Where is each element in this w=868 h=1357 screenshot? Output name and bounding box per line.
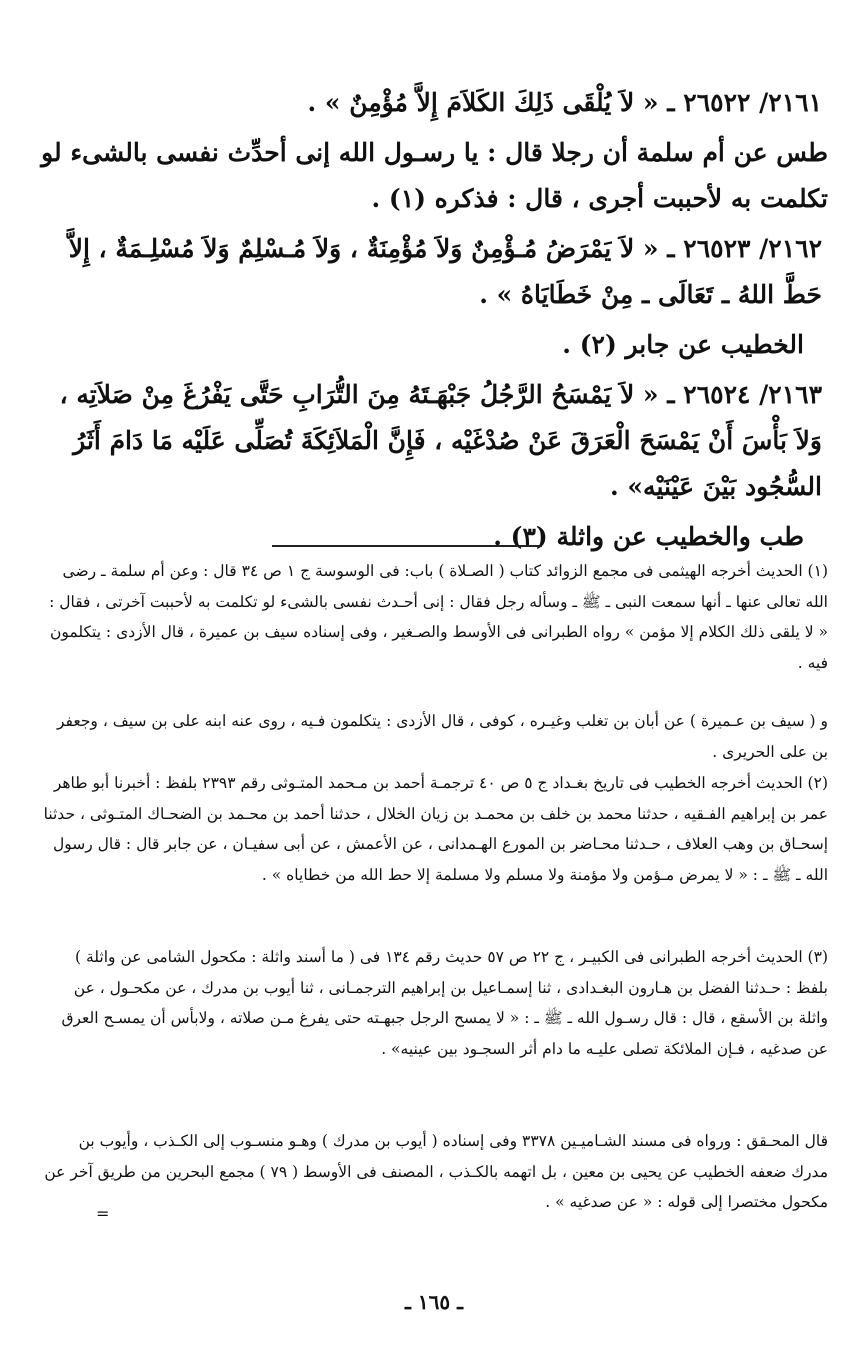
footnote-3-note: قال المحـقق : ورواه فى مسند الشـاميـين ٣٣٧٨ وفى إسناده ( أيوب بن مدرك ) وهـو منسـوب إلى الكـذب ، وأيوب بن مدرك ضعفه الخطيب عن يحيى بن معين ، بل اتهمه بالكـذب ، المصنف فى الأوسط ( ٧٩ ) مجمع البحرين من طريق آخر عن مكحول مختصرا إلى قوله : « عن صدغيه » . xyxy=(44,1132,828,1211)
hadith-body xyxy=(40,80,828,560)
hadith-2161-source: طس عن أم سلمة أن رجلا قال : يا رسـول الله إنى أحدِّث نفسى بالشىء لو تكلمت به لأحببت أجرى ، قال : فذكره (١) . xyxy=(41,138,828,213)
hadith-2163: ٢١٦٣/ ٢٦٥٢٤ ـ « لاَ يَمْسَحُ الرَّجُلُ جَبْهَـتَهُ مِنَ التُّرَابِ حَتَّى يَفْرُغَ مِنْ صَلاَتِه ، وَلاَ بَأْسَ أَنْ يَمْسَحَ الْعَرَقَ عَنْ صُدْغَيْه ، فَإِنَّ الْمَلاَئِكَةَ تُصَلِّى عَلَيْه مَا دَامَ أَثَرُ السُّجُود بَيْنَ عَيْنَيْه» . xyxy=(59,380,822,501)
footnote-2: (٢) الحديث أخرجه الخطيب فى تاريخ بغـداد ج ٥ ص ٤٠ ترجمـة أحمد بن مـحمد المتـوثى رقم ٢٣٩٣ بلفظ : أخبرنا أبو طاهر عمر بن إبراهيم الفـقيه ، حدثنا محمد بن خلف بن محمـد بن زيان الخلال ، حدثنا أحمد بن محـمد بن الضحـاك المتـوثى ، حدثنا إسحـاق بن وهب العلاف ، حـدثنا محـاضر بن المورع الهـمدانى ، عن الأعمش ، عن أبى سفيـان ، عن جابر قال : قال رسول الله ـ ﷺ ـ : « لا يمرض مـؤمن ولا مؤمنة ولا مسلم ولا مسلمة إلا حط الله من خطاياه » . xyxy=(43,774,828,884)
footnote-1: (١) الحديث أخرجه الهيثمى فى مجمع الزوائد كتاب ( الصـلاة ) باب: فى الوسوسة ج ١ ص ٣٤ قال : وعن أم سلمة ـ رضى الله تعالى عنها ـ أنها سمعت النبى ـ ﷺ ـ وسأله رجل فقال : إنى أحـدث نفسى بالشىء لو تكلمت به لأحببت آخرتى ، فقال : « لا يلقى ذلك الكلام إلا مؤمن » رواه الطبرانى فى الأوسط والصـغير ، وفى إسناده سيف بن عميرة ، قال الأزدى : يتكلمون فيه . xyxy=(49,562,828,672)
footnote-separator xyxy=(272,545,542,547)
hadith-2163-source: طب والخطيب عن واثلة (٣) . xyxy=(493,522,804,551)
hadith-2162-source: الخطيب عن جابر (٢) . xyxy=(562,330,804,359)
footnote-1-continuation: و ( سيف بن عـميرة ) عن أبان بن تغلب وغيـره ، كوفى ، قال الأزدى : يتكلمون فـيه ، روى عنه ابنه على بن سيف ، وجعفر بن على الحريرى . xyxy=(56,712,828,761)
page-number: ـ ١٦٥ ـ xyxy=(405,1290,463,1314)
continuation-mark: = xyxy=(96,1204,110,1223)
footnote-3: (٣) الحديث أخرجه الطبرانى فى الكبيـر ، ج ٢٢ ص ٥٧ حديث رقم ١٣٤ فى ( ما أسند واثلة : مكحول الشامى عن واثلة ) بلفظ : حـدثنا الفضل بن هـارون البغـدادى ، ثنا إسمـاعيل بن إبراهيم الترجمـانى ، ثنا أيوب بن مدرك ، عن مكحـول ، عن واثلة بن الأسقع ، قال : قال رسـول الله ـ ﷺ ـ : « لا يمسح الرجل جبهـته حتى يفرغ مـن صلاته ، ولابأس أن يمسـح العرق عن صدغيه ، فـإن الملائكة تصلى عليـه ما دام أثر السجـود بين عينيه» . xyxy=(61,948,828,1058)
hadith-2161: ٢١٦١/ ٢٦٥٢٢ ـ « لاَ يُلْقَى ذَلِكَ الكَلاَمَ إِلاَّ مُؤْمِنٌ » . xyxy=(307,88,822,117)
hadith-2162: ٢١٦٢/ ٢٦٥٢٣ ـ « لاَ يَمْرَضُ مُـؤْمِنٌ وَلاَ مُؤْمِنَةٌ ، وَلاَ مُـسْلِمٌ وَلاَ مُسْلِـمَةٌ ، إِلاَّ حَطَّ اللهُ ـ تَعَالَى ـ مِنْ خَطَايَاهُ » . xyxy=(68,234,822,309)
